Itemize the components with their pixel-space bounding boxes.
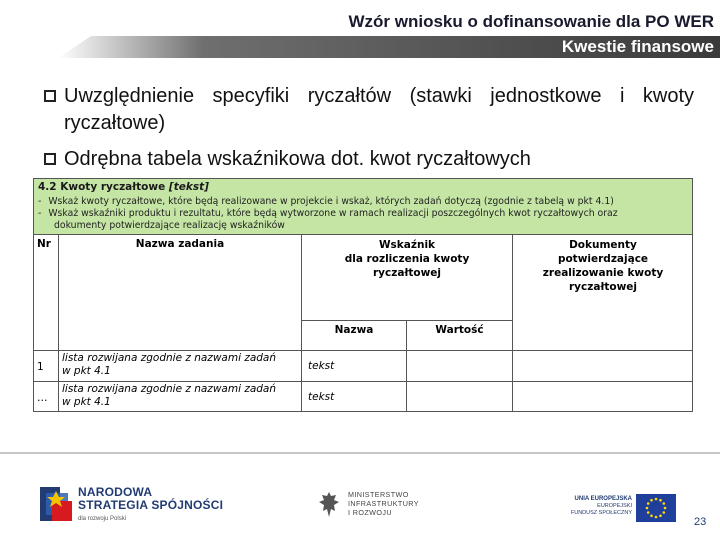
bullet-text: Odrębna tabela wskaźnikowa dot. kwot ryczałtowych bbox=[64, 148, 531, 170]
instruction-line: dokumenty potwierdzające realizację wskaźników bbox=[54, 220, 285, 231]
slide-title: Wzór wniosku o dofinansowanie dla PO WER bbox=[348, 12, 714, 31]
slide-subtitle: Kwestie finansowe bbox=[561, 37, 714, 56]
instruction-line: - Wskaż kwoty ryczałtowe, które będą realizowane w projekcie i wskaż, których zadań dotyczą (zgodnie z tabelą w pkt 4.1) bbox=[38, 196, 614, 207]
row-documents[interactable] bbox=[513, 382, 693, 412]
bullet-text-continuation: ryczałtowe) bbox=[64, 112, 166, 134]
column-header-nr: Nr bbox=[34, 235, 59, 351]
square-bullet-icon bbox=[44, 153, 56, 165]
footer-divider bbox=[0, 452, 720, 454]
row-indicator-value[interactable] bbox=[407, 382, 513, 412]
table-instructions bbox=[34, 179, 692, 235]
nss-logo-subtext: dla rozwoju Polski bbox=[78, 516, 127, 522]
table-heading: 4.2 Kwoty ryczałtowe [tekst] bbox=[38, 181, 209, 193]
row-indicator-value[interactable] bbox=[407, 351, 513, 382]
row-documents[interactable] bbox=[513, 351, 693, 382]
instruction-line: - Wskaż wskaźniki produktu i rezultatu, które będą wytworzone w ramach realizacji poszczególnych kwot ryczałtowych oraz bbox=[38, 208, 618, 219]
bullet-text: Uwzględnienie specyfiki ryczałtów (stawki jednostkowe i kwoty bbox=[64, 85, 694, 107]
row-indicator-name[interactable]: tekst bbox=[302, 351, 407, 382]
column-header-documents: Dokumenty potwierdzające zrealizowanie kwoty ryczałtowej bbox=[513, 235, 693, 351]
nss-logo-text: NARODOWA STRATEGIA SPÓJNOŚCI bbox=[78, 485, 224, 512]
column-header-value: Wartość bbox=[407, 321, 513, 351]
square-bullet-icon bbox=[44, 90, 56, 102]
eu-flag-icon bbox=[636, 494, 676, 522]
ministry-logo-text: MINISTERSTWO INFRASTRUKTURY I ROZWOJU bbox=[348, 490, 419, 517]
column-header-indicator: Wskaźnik dla rozliczenia kwoty ryczałtowej bbox=[302, 235, 513, 321]
row-nr: … bbox=[34, 382, 59, 412]
column-header-name: Nazwa bbox=[302, 321, 407, 351]
row-task-dropdown[interactable]: lista rozwijana zgodnie z nazwami zadań w pkt 4.1 bbox=[59, 351, 302, 382]
table-heading-tag: [tekst] bbox=[168, 181, 209, 193]
polish-eagle-icon bbox=[318, 490, 340, 520]
eu-logo-text: UNIA EUROPEJSKA EUROPEJSKI FUNDUSZ SPOŁECZNY bbox=[570, 496, 632, 516]
nss-logo-icon bbox=[40, 487, 72, 521]
row-indicator-name[interactable]: tekst bbox=[302, 382, 407, 412]
row-nr: 1 bbox=[34, 351, 59, 382]
page-number: 23 bbox=[694, 516, 707, 528]
column-header-task: Nazwa zadania bbox=[59, 235, 302, 351]
row-task-dropdown[interactable]: lista rozwijana zgodnie z nazwami zadań w pkt 4.1 bbox=[59, 382, 302, 412]
lump-sum-table bbox=[33, 178, 693, 412]
